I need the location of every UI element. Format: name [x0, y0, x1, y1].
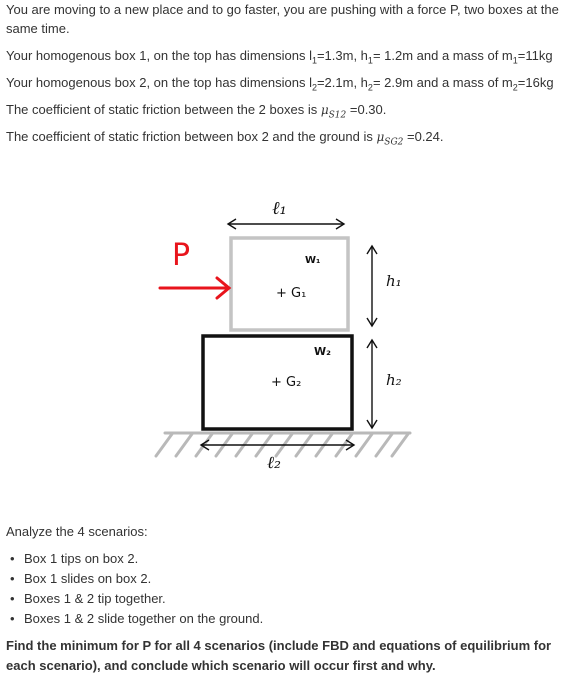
list-item: • Boxes 1 & 2 tip together. — [24, 589, 263, 609]
l2-label: ℓ₂ — [267, 453, 281, 473]
w1-label: W₁ — [305, 255, 321, 266]
friction-box2-ground: The coefficient of static friction between box 2 and the ground is $\mu_{SG2} =0.24$. — [6, 129, 444, 148]
h2-label: h₂ — [386, 371, 402, 389]
intro-text: You are moving to a new place and to go faster, you are pushing with a force P, two boxes at the same time. — [6, 2, 559, 36]
box2-dimensions: Your homogenous box 2, on the top has dimensions $l_2=2.1m$, $h_2= 2.9m$ and a mass of $m_2=16kg$ — [6, 75, 554, 93]
h1-dimension-arrow — [367, 246, 377, 326]
list-item: • Boxes 1 & 2 slide together on the ground. — [24, 609, 263, 629]
scenario-list — [6, 549, 263, 629]
boxes-diagram — [150, 185, 420, 485]
task-text: Find the minimum for P for all 4 scenarios (include FBD and equations of equilibrium for each scenario), and conclude which scenario will occur first and why. — [6, 638, 552, 673]
h1-label: h₁ — [386, 272, 402, 290]
force-p-label: P — [172, 238, 191, 273]
list-item: • Box 1 slides on box 2. — [24, 569, 263, 589]
box1-rect — [231, 238, 348, 330]
list-item: • Box 1 tips on box 2. — [24, 549, 263, 569]
l1-label: ℓ₁ — [272, 198, 287, 219]
l2-dimension-arrow — [201, 440, 354, 450]
analyze-heading: Analyze the 4 scenarios: — [6, 524, 148, 539]
l1-dimension-arrow — [228, 219, 344, 229]
friction-between-boxes: The coefficient of static friction between the 2 boxes is $\mu_{S12} =0.30$. — [6, 102, 387, 121]
box1-dimensions: Your homogenous box 1, on the top has dimensions $l_1=1.3m$, $h_1= 1.2m$ and a mass of $m_1=11kg$ — [6, 48, 553, 66]
g2-label: + G₂ — [271, 375, 302, 390]
g1-label: + G₁ — [276, 286, 307, 301]
force-p-arrow — [160, 278, 229, 298]
h2-dimension-arrow — [367, 340, 377, 428]
w2-label: W₂ — [314, 345, 331, 358]
